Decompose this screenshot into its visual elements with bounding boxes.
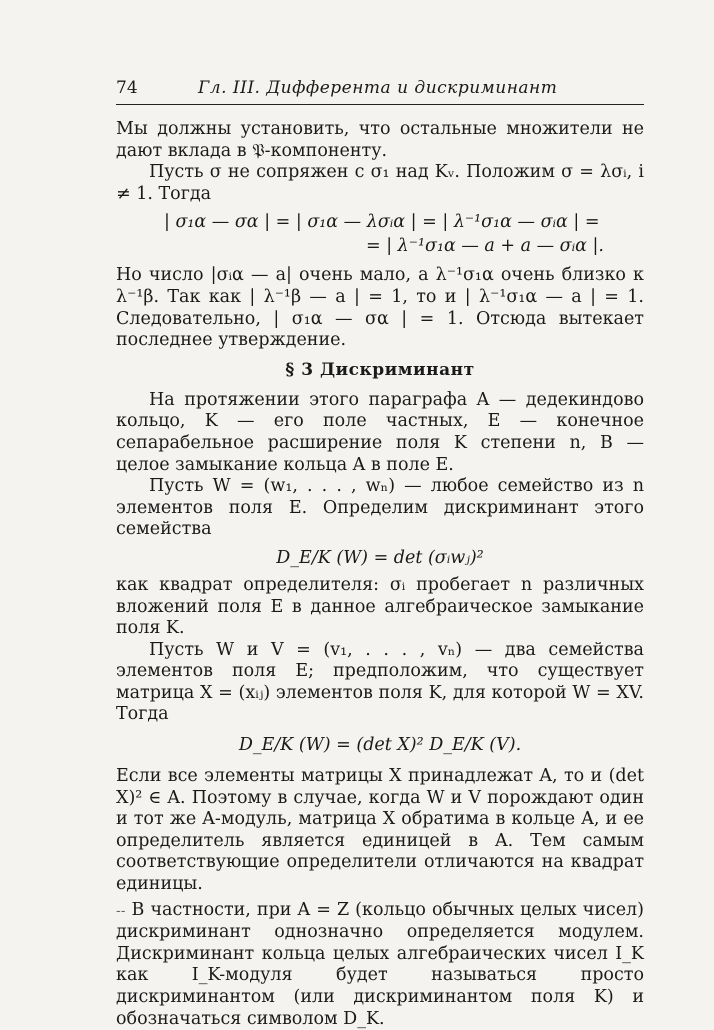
paragraph-6: как квадрат определителя: σᵢ пробегает n различных вложений поля E в данное алгебраическое замыкание поля K. xyxy=(116,574,644,639)
equation-2: D_E/K (W) = det (σᵢwⱼ)² xyxy=(276,547,484,568)
section-title: § 3 Дискриминант xyxy=(285,359,475,380)
page-number: 74 xyxy=(116,78,138,98)
paragraph-7: Пусть W и V = (v₁, . . . , vₙ) — два семейства элементов поля E; предположим, что существует матрица X = (xᵢⱼ) элементов поля K, для которой W = XV. Тогда xyxy=(116,639,644,725)
paragraph-9 xyxy=(116,900,644,1030)
paragraph-1: Мы должны установить, что остальные множители не дают вклада в 𝔓-компоненту. xyxy=(116,119,644,161)
paragraph-9-text: В частности, при A = Z (кольцо обычных целых чисел) дискриминант однозначно определяется модулем. Дискриминант кольца целых алгебраических чисел I_K как I_K-модуля будет называться просто дискриминантом (или дискриминантом поля K) и обозначаться символом D_K. xyxy=(116,899,644,1029)
book-page xyxy=(116,78,644,1030)
running-title: Гл. III. Дифферента и дискриминант xyxy=(198,78,558,98)
equation-1-line-1: | σ₁α — σα | = | σ₁α — λσᵢα | = | λ⁻¹σ₁α — σᵢα | = xyxy=(164,212,600,233)
equation-3: D_E/K (W) = (det X)² D_E/K (V). xyxy=(238,735,522,756)
paragraph-4: На протяжении этого параграфа A — дедекиндово кольцо, K — его поле частных, E — конечное сепарабельное расширение поля K степени n, B — целое замыкание кольца A в поле E. xyxy=(116,389,644,475)
paragraph-2: Пусть σ не сопряжен с σ₁ над Kᵥ. Положим σ = λσᵢ, i ≠ 1. Тогда xyxy=(116,162,644,204)
margin-mark: -- xyxy=(116,902,126,919)
paragraph-8: Если все элементы матрицы X принадлежат A, то и (det X)² ∈ A. Поэтому в случае, когда W и V порождают один и тот же A-модуль, матрица X обратима в кольце A, и ее определитель является единицей в A. Тем самым соответствующие определители отличаются на квадрат единицы. xyxy=(116,766,644,895)
paragraph-3: Но число |σᵢα — a| очень мало, а λ⁻¹σ₁α очень близко к λ⁻¹β. Так как | λ⁻¹β — a | = 1, то и | λ⁻¹σ₁α — a | = 1. Следовательно, | σ₁α — σα | = 1. Отсюда вытекает последнее утверждение. xyxy=(116,265,644,351)
paragraph-5: Пусть W = (w₁, . . . , wₙ) — любое семейство из n элементов поля E. Определим дискриминант этого семейства xyxy=(116,476,644,540)
equation-1-line-2: = | λ⁻¹σ₁α — a + a — σᵢα |. xyxy=(365,236,604,257)
running-header xyxy=(116,78,644,105)
